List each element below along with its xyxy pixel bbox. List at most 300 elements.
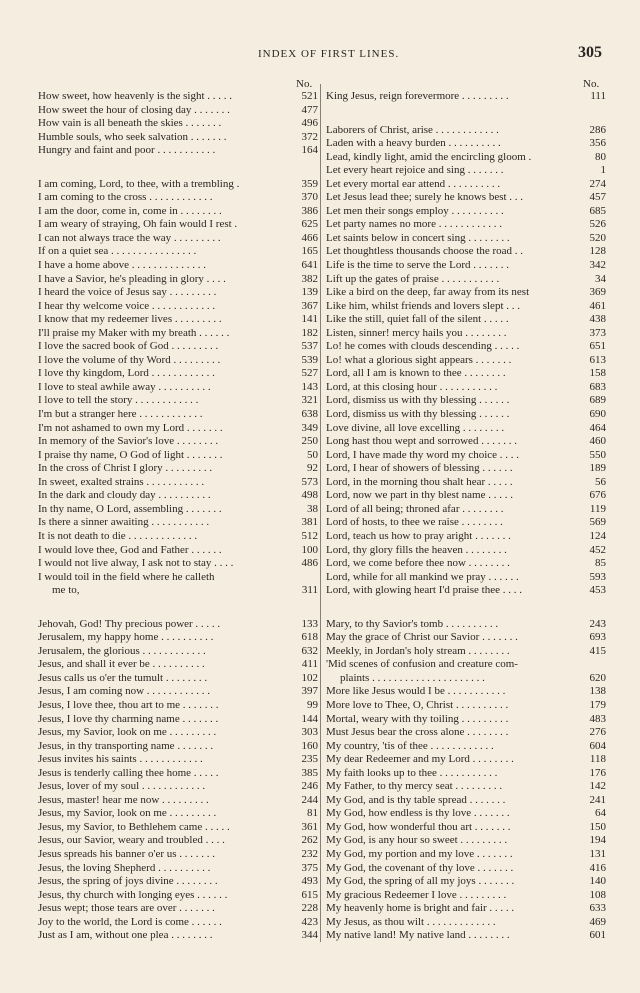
entry-title: Lord, I hear of showers of blessing . . . . . . (326, 462, 513, 475)
hymn-number: 452 (589, 543, 606, 556)
index-entry (326, 151, 606, 165)
entry-title: Jesus, I love thy charming name . . . . . . . (38, 712, 219, 725)
index-entry (38, 834, 318, 848)
entry-title: Let party names no more . . . . . . . . . . . . (326, 218, 502, 231)
index-entry (326, 286, 606, 300)
hymn-number: 469 (589, 915, 606, 928)
entry-title: Lord, at this closing hour . . . . . . . . . . . (326, 380, 498, 393)
entry-title: My faith looks up to thee . . . . . . . . . . . (326, 766, 498, 779)
entry-title-continued: plaints . . . . . . . . . . . . . . . . . . . . . (340, 671, 485, 684)
left-column (38, 90, 318, 943)
index-entry (326, 571, 606, 585)
hymn-number: 415 (589, 644, 606, 657)
index-entry (38, 821, 318, 835)
entry-title: Love divine, all love excelling . . . . . . . . (326, 421, 505, 434)
hymn-number: 142 (589, 780, 606, 793)
hymn-number: 286 (589, 123, 606, 136)
index-entry (38, 767, 318, 781)
index-entry (326, 164, 606, 178)
entry-title: Lead, kindly light, amid the encircling gloom . (326, 150, 532, 163)
hymn-number: 250 (301, 435, 318, 448)
right-group-m-b (326, 685, 606, 942)
index-entry (326, 807, 606, 821)
entry-title: Jerusalem, the glorious . . . . . . . . . . . . (38, 644, 206, 657)
index-entry (326, 327, 606, 341)
index-entry (38, 862, 318, 876)
index-entry (38, 557, 318, 571)
hymn-number: 496 (301, 117, 318, 130)
entry-title: Like him, whilst friends and lovers slept . . . (326, 299, 520, 312)
hymn-number: 141 (301, 313, 318, 326)
index-entry (38, 104, 318, 118)
hymn-number: 349 (301, 421, 318, 434)
hymn-number: 56 (595, 475, 606, 488)
index-entry (326, 618, 606, 632)
index-entry (38, 516, 318, 530)
hymn-number: 179 (589, 698, 606, 711)
index-entry (326, 178, 606, 192)
entry-title: I have a home above . . . . . . . . . . . . . . (38, 259, 207, 272)
entry-title: Laborers of Christ, arise . . . . . . . . . . . . (326, 123, 499, 136)
entry-title: In sweet, exalted strains . . . . . . . . . . . (38, 475, 205, 488)
hymn-number: 486 (301, 557, 318, 570)
hymn-number: 620 (589, 671, 606, 684)
page-number: 305 (578, 44, 602, 61)
entry-title: In the cross of Christ I glory . . . . . . . . . (38, 462, 213, 475)
index-entry (38, 489, 318, 503)
entry-title: Listen, sinner! mercy hails you . . . . . . . . (326, 326, 507, 339)
index-entry (38, 875, 318, 889)
entry-title: Jesus, the spring of joys divine . . . . . . . . (38, 875, 218, 888)
entry-title: Must Jesus bear the cross alone . . . . . . . . (326, 726, 509, 739)
hymn-number: 550 (589, 448, 606, 461)
entry-title: My God, the covenant of thy love . . . . . . . (326, 861, 514, 874)
entry-title: My God, the spring of all my joys . . . . . . . (326, 875, 515, 888)
hymn-number: 182 (301, 326, 318, 339)
hymn-number: 683 (589, 380, 606, 393)
hymn-number: 241 (589, 793, 606, 806)
entry-title: I hear thy welcome voice . . . . . . . . . . . . (38, 299, 216, 312)
entry-title: Long hast thou wept and sorrowed . . . . . . . (326, 435, 517, 448)
index-entry (38, 232, 318, 246)
index-entry (326, 916, 606, 930)
hymn-number: 689 (589, 394, 606, 407)
index-entry (326, 408, 606, 422)
hymn-number: 466 (301, 231, 318, 244)
index-entry (326, 90, 606, 104)
entry-title: My God, how endless is thy love . . . . . . . (326, 807, 510, 820)
index-entry (38, 462, 318, 476)
index-entry (326, 685, 606, 699)
entry-title: If on a quiet sea . . . . . . . . . . . . . . . . (38, 245, 197, 258)
hymn-number: 537 (301, 340, 318, 353)
index-entry (326, 381, 606, 395)
index-entry (38, 530, 318, 544)
hymn-number: 244 (301, 793, 318, 806)
left-group-i (38, 178, 318, 571)
index-entry (38, 131, 318, 145)
index-entry (38, 178, 318, 192)
index-entry (38, 218, 318, 232)
hymn-number: 464 (589, 421, 606, 434)
index-entry (38, 699, 318, 713)
index-entry (326, 821, 606, 835)
entry-title: Let Jesus lead thee; surely he knows best . . . (326, 191, 524, 204)
right-group-k (326, 90, 606, 104)
hymn-number: 381 (301, 516, 318, 529)
entry-title: Jesus, our Savior, weary and troubled . . . . (38, 834, 225, 847)
entry-title: Jesus, I love thee, thou art to me . . . . . . . (38, 698, 219, 711)
entry-title: Like a bird on the deep, far away from its nest (326, 286, 530, 299)
hymn-number: 693 (589, 631, 606, 644)
entry-title: Lord, with glowing heart I'd praise thee . . . . (326, 584, 522, 597)
index-entry (326, 584, 606, 598)
index-entry (38, 300, 318, 314)
hymn-number: 397 (301, 685, 318, 698)
entry-title: My dear Redeemer and my Lord . . . . . . . . (326, 753, 514, 766)
entry-title: 'Mid scenes of confusion and creature com- (326, 658, 518, 671)
index-entry (326, 218, 606, 232)
entry-title: Joy to the world, the Lord is come . . . . . . (38, 915, 222, 928)
hymn-number: 138 (589, 685, 606, 698)
hymn-number: 618 (301, 631, 318, 644)
index-entry (38, 848, 318, 862)
entry-title: In thy name, O Lord, assembling . . . . . . . (38, 502, 222, 515)
index-entry (38, 618, 318, 632)
index-entry (38, 658, 318, 672)
hymn-number: 423 (301, 915, 318, 928)
entry-title: My God, is any hour so sweet . . . . . . . . . (326, 834, 508, 847)
index-entry (38, 286, 318, 300)
index-entry (38, 381, 318, 395)
hymn-number: 111 (590, 90, 606, 102)
entry-title: Jesus, thy church with longing eyes . . . . . . (38, 888, 228, 901)
index-entry (326, 780, 606, 794)
hymn-number: 601 (589, 929, 606, 942)
index-entry (326, 902, 606, 916)
hymn-number: 633 (589, 902, 606, 915)
entry-title: How vain is all beneath the skies . . . . . . . (38, 117, 222, 130)
hymn-number: 102 (301, 671, 318, 684)
hymn-number: 690 (589, 408, 606, 421)
hymn-number: 164 (301, 144, 318, 157)
index-entry (326, 862, 606, 876)
hymn-number: 34 (595, 272, 606, 285)
index-entry (326, 929, 606, 943)
entry-title: I'll praise my Maker with my breath . . . . . . (38, 326, 230, 339)
entry-title: More love to Thee, O, Christ . . . . . . . . . . (326, 698, 509, 711)
index-entry (326, 834, 606, 848)
hymn-number: 373 (589, 326, 606, 339)
index-entry (38, 273, 318, 287)
index-entry (38, 259, 318, 273)
hymn-number: 651 (589, 340, 606, 353)
index-entry (326, 137, 606, 151)
entry-title: How sweet the hour of closing day . . . . . . . (38, 103, 230, 116)
hymn-number: 382 (301, 272, 318, 285)
hymn-number: 100 (301, 543, 318, 556)
hymn-number: 342 (589, 259, 606, 272)
entry-title: How sweet, how heavenly is the sight . . . . . (38, 90, 232, 102)
index-entry (38, 245, 318, 259)
entry-title: Jehovah, God! Thy precious power . . . . . (38, 617, 221, 630)
index-entry (38, 340, 318, 354)
entry-title: I love thy kingdom, Lord . . . . . . . . . . . . (38, 367, 215, 380)
hymn-number: 604 (589, 739, 606, 752)
index-entry (38, 367, 318, 381)
hymn-number: 38 (307, 502, 318, 515)
entry-title: I know that my redeemer lives . . . . . . . . . (38, 313, 222, 326)
hymn-number: 232 (301, 847, 318, 860)
entry-title: I would not live alway, I ask not to stay . . . . (38, 557, 234, 570)
index-entry (38, 449, 318, 463)
hymn-number: 276 (589, 726, 606, 739)
entry-title: I love the sacred book of God . . . . . . . . . (38, 340, 219, 353)
entry-title: In the dark and cloudy day . . . . . . . . . . (38, 489, 211, 502)
index-entry (38, 571, 318, 598)
index-entry (326, 273, 606, 287)
hymn-number: 613 (589, 353, 606, 366)
hymn-number: 118 (589, 753, 606, 766)
left-column-label: No. (296, 78, 313, 90)
entry-title: Lord of all being; throned afar . . . . . . . . (326, 502, 504, 515)
entry-title: Lo! what a glorious sight appears . . . . . . . (326, 353, 512, 366)
hymn-number: 344 (301, 929, 318, 942)
index-entry (326, 753, 606, 767)
index-entry (326, 232, 606, 246)
hymn-number: 1 (600, 164, 606, 177)
column-divider (320, 84, 321, 942)
index-entry (38, 544, 318, 558)
index-entry (38, 889, 318, 903)
hymn-number: 80 (595, 150, 606, 163)
hymn-number: 370 (301, 191, 318, 204)
hymn-number: 411 (301, 658, 318, 671)
entry-title: Jesus calls us o'er the tumult . . . . . . . . (38, 671, 208, 684)
hymn-number: 274 (589, 177, 606, 190)
entry-title: Laden with a heavy burden . . . . . . . . . . (326, 137, 501, 150)
entry-title: Life is the time to serve the Lord . . . . . . . (326, 259, 509, 272)
index-entry (38, 713, 318, 727)
hymn-number: 176 (589, 766, 606, 779)
index-entry (38, 740, 318, 754)
hymn-number: 131 (589, 847, 606, 860)
index-entry (326, 435, 606, 449)
entry-title: Jerusalem, my happy home . . . . . . . . . . (38, 631, 214, 644)
index-entry (326, 794, 606, 808)
hymn-number: 165 (301, 245, 318, 258)
index-entry (38, 902, 318, 916)
index-entry (38, 435, 318, 449)
entry-title: Mary, to thy Savior's tomb . . . . . . . . . . (326, 617, 499, 630)
index-entry (38, 144, 318, 158)
hymn-number: 311 (301, 584, 318, 597)
hymn-number: 461 (589, 299, 606, 312)
hymn-number: 685 (589, 204, 606, 217)
entry-title: Jesus invites his saints . . . . . . . . . . . . (38, 753, 203, 766)
index-entry (38, 476, 318, 490)
entry-title: Let every mortal ear attend . . . . . . . . . . (326, 177, 501, 190)
entry-title: I praise thy name, O God of light . . . . . . . (38, 448, 223, 461)
entry-title: My God, and is thy table spread . . . . . . . (326, 793, 506, 806)
entry-title: Is there a sinner awaiting . . . . . . . . . . . (38, 516, 210, 529)
entry-title: Let every heart rejoice and sing . . . . . . . (326, 164, 504, 177)
index-entry (326, 367, 606, 381)
hymn-number: 520 (589, 231, 606, 244)
hymn-number: 92 (307, 462, 318, 475)
index-entry (326, 191, 606, 205)
hymn-number: 119 (589, 502, 606, 515)
index-entry (326, 645, 606, 659)
index-entry (326, 889, 606, 903)
hymn-number: 235 (301, 753, 318, 766)
entry-title: Humble souls, who seek salvation . . . . . . . (38, 130, 227, 143)
index-entry (326, 422, 606, 436)
hymn-number: 569 (589, 516, 606, 529)
index-entry (326, 489, 606, 503)
index-entry (38, 205, 318, 219)
hymn-number: 133 (301, 617, 318, 630)
entry-title: Jesus is tenderly calling thee home . . . . . (38, 766, 219, 779)
hymn-number: 108 (589, 888, 606, 901)
entry-title: Let thoughtless thousands choose the road . . (326, 245, 524, 258)
index-entry (38, 807, 318, 821)
index-entry (326, 354, 606, 368)
entry-title: Lord, all I am is known to thee . . . . . . . . (326, 367, 506, 380)
index-entry (326, 300, 606, 314)
entry-title: Lord, in the morning thou shalt hear . . . . . (326, 475, 513, 488)
hymn-number: 372 (301, 130, 318, 143)
entry-title: I'm but a stranger here . . . . . . . . . . . . (38, 408, 203, 421)
entry-title: Lord of hosts, to thee we raise . . . . . . . . (326, 516, 503, 529)
index-entry (38, 90, 318, 104)
entry-title: I'm not ashamed to own my Lord . . . . . . . (38, 421, 223, 434)
entry-title: I would toil in the field where he calleth (38, 570, 215, 583)
entry-title: I have a Savior, he's pleading in glory . . . . (38, 272, 226, 285)
hymn-number: 140 (589, 875, 606, 888)
hymn-number: 615 (301, 888, 318, 901)
hymn-number: 158 (589, 367, 606, 380)
entry-title: My native land! My native land . . . . . . . . (326, 929, 510, 942)
index-entry (326, 767, 606, 781)
hymn-number: 361 (301, 820, 318, 833)
entry-title: I can not always trace the way . . . . . . . . . (38, 231, 221, 244)
hymn-number: 81 (307, 807, 318, 820)
running-header (0, 44, 640, 64)
hymn-number: 189 (589, 462, 606, 475)
hymn-number: 85 (595, 557, 606, 570)
entry-title: Hungry and faint and poor . . . . . . . . . . . (38, 144, 216, 157)
index-entry (326, 544, 606, 558)
entry-title: I heard the voice of Jesus say . . . . . . . . . (38, 286, 217, 299)
index-entry (326, 875, 606, 889)
entry-title: My God, how wonderful thou art . . . . . . . (326, 820, 511, 833)
index-entry (38, 117, 318, 131)
hymn-number: 573 (301, 475, 318, 488)
index-entry (326, 713, 606, 727)
index-entry (326, 503, 606, 517)
index-entry (326, 245, 606, 259)
hymn-number: 593 (589, 570, 606, 583)
right-column-label: No. (583, 78, 600, 90)
entry-title: Let saints below in concert sing . . . . . . . . (326, 231, 510, 244)
entry-title: I love the volume of thy Word . . . . . . . . . (38, 353, 221, 366)
index-entry (38, 394, 318, 408)
hymn-number: 527 (301, 367, 318, 380)
left-group-j (38, 618, 318, 943)
index-entry (326, 313, 606, 327)
index-entry (38, 672, 318, 686)
hymn-number: 460 (589, 435, 606, 448)
hymn-number: 144 (301, 712, 318, 725)
hymn-number: 359 (301, 177, 318, 190)
index-entry (38, 916, 318, 930)
entry-title: Lord, now we part in thy blest name . . . . . (326, 489, 513, 502)
entry-title: Jesus, and shall it ever be . . . . . . . . . . (38, 658, 205, 671)
entry-title: In memory of the Savior's love . . . . . . . . (38, 435, 219, 448)
entry-title: Jesus, the loving Shepherd . . . . . . . . . . (38, 861, 211, 874)
entry-title: Jesus, in thy transporting name . . . . . . . (38, 739, 214, 752)
index-entry (326, 205, 606, 219)
hymn-number: 160 (301, 739, 318, 752)
index-entry (326, 259, 606, 273)
index-entry (38, 780, 318, 794)
entry-title: May the grace of Christ our Savior . . . . . . . (326, 631, 518, 644)
hymn-number: 228 (301, 902, 318, 915)
index-entry (38, 327, 318, 341)
entry-title: Lord, teach us how to pray aright . . . . . . . (326, 529, 511, 542)
index-entry (38, 726, 318, 740)
index-entry (326, 658, 606, 685)
hymn-number: 385 (301, 766, 318, 779)
entry-title: Lord, dismiss us with thy blessing . . . . . . (326, 408, 510, 421)
entry-title: Jesus wept; those tears are over . . . . . . . (38, 902, 215, 915)
entry-title: Jesus, lover of my soul . . . . . . . . . . . . (38, 780, 206, 793)
index-entry (38, 685, 318, 699)
hymn-number: 262 (301, 834, 318, 847)
entry-title: Lord, I have made thy word my choice . . . . (326, 448, 520, 461)
hymn-number: 64 (595, 807, 606, 820)
hymn-number: 128 (589, 245, 606, 258)
running-title: INDEX OF FIRST LINES. (258, 48, 400, 60)
entry-title: Let men their songs employ . . . . . . . . . . (326, 204, 504, 217)
entry-title: My gracious Redeemer I love . . . . . . . . . (326, 888, 507, 901)
hymn-number: 638 (301, 408, 318, 421)
index-entry (38, 794, 318, 808)
hymn-number: 356 (589, 137, 606, 150)
hymn-number: 386 (301, 204, 318, 217)
entry-title: I am coming, Lord, to thee, with a trembling . (38, 177, 240, 190)
index-entry (326, 340, 606, 354)
hymn-number: 521 (301, 90, 318, 102)
entry-title: Meekly, in Jordan's holy stream . . . . . . . . (326, 644, 510, 657)
hymn-number: 676 (589, 489, 606, 502)
hymn-number: 477 (301, 103, 318, 116)
entry-title: Jesus, my Savior, to Bethlehem came . . . . . (38, 820, 230, 833)
entry-title: Jesus, I am coming now . . . . . . . . . . . . (38, 685, 211, 698)
hymn-number: 143 (301, 380, 318, 393)
entry-title: King Jesus, reign forevermore . . . . . . . . . (326, 90, 509, 102)
hymn-number: 321 (301, 394, 318, 407)
entry-title: More like Jesus would I be . . . . . . . . . . . (326, 685, 506, 698)
entry-title: I am coming to the cross . . . . . . . . . . . . (38, 191, 213, 204)
hymn-number: 50 (307, 448, 318, 461)
index-entry (326, 726, 606, 740)
entry-title-continued: me to, (52, 584, 80, 597)
hymn-number: 512 (301, 529, 318, 542)
hymn-number: 438 (589, 313, 606, 326)
entry-title: My country, 'tis of thee . . . . . . . . . . . . (326, 739, 494, 752)
